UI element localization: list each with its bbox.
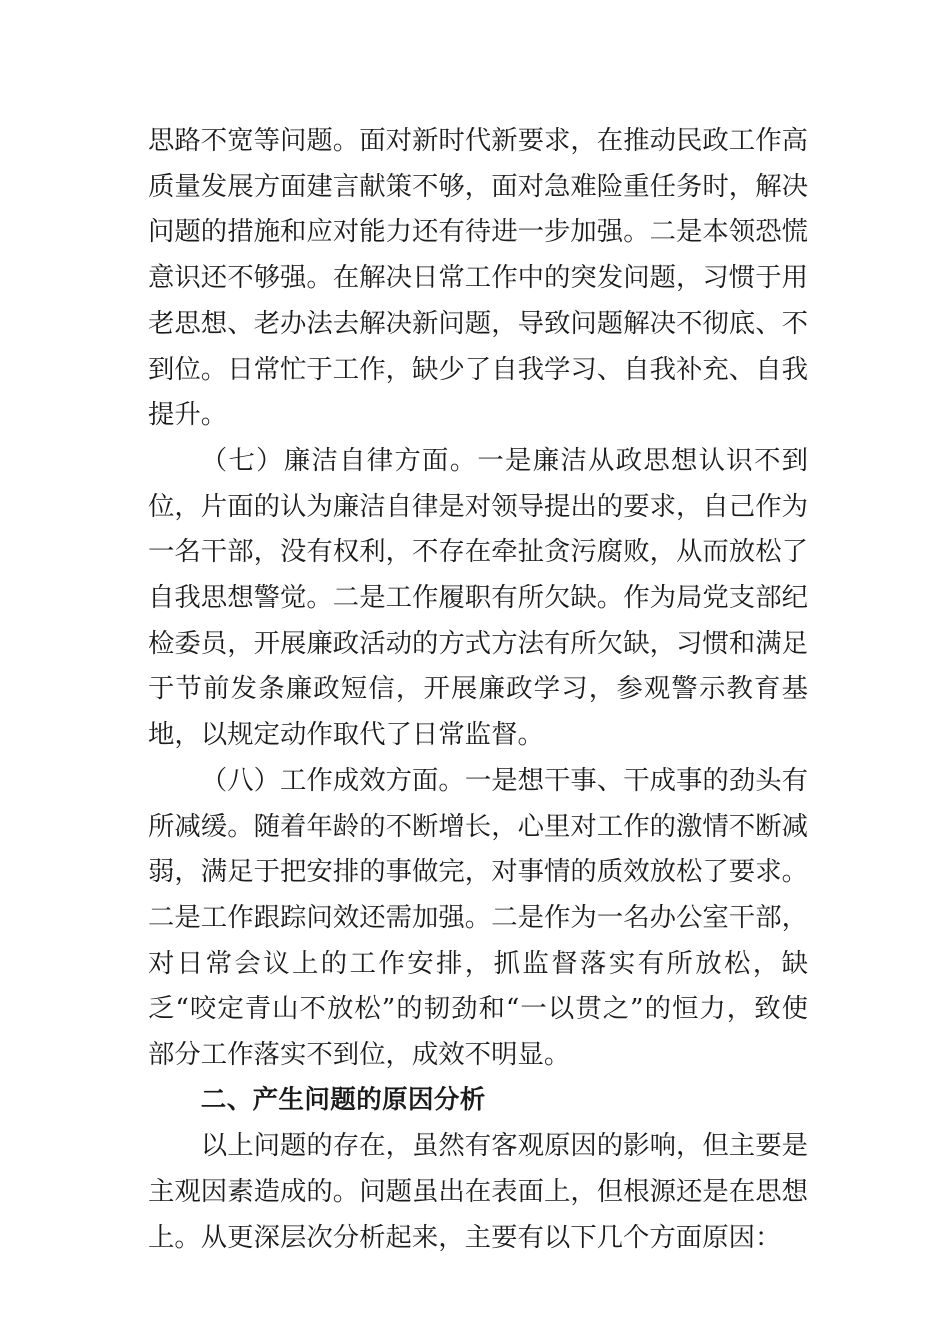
section-lead-integrity: （七）廉洁自律方面。 [200, 444, 478, 476]
paragraph-text: 一是想干事、干成事的劲头有所减缓。随着年龄的不断增长，心里对工作的激情不断减弱，满足于把安排的事做完，对事情的质效放松了要求。二是工作跟踪问效还需加强。二是作为一名办公室干部，对日常会议上的工作安排，抓监督落实有所放松，缺乏“咬定青山不放松”的韧劲和“一以贯之”的恒力，致使部分工作落实不到位，成效不明显。 [148, 764, 809, 1071]
section-heading-cause-analysis: 二、产生问题的原因分析 [200, 1084, 486, 1115]
paragraph-text: 一是廉洁从政思想认识不到位，片面的认为廉洁自律是对领导提出的要求，自己作为一名干部，没有权利，不存在牵扯贪污腐败，从而放松了自我思想警觉。二是工作履职有所欠缺。作为局党支部纪检委员，开展廉政活动的方式方法有所欠缺，习惯和满足于节前发条廉政短信，开展廉政学习，参观警示教育基地，以规定动作取代了日常监督。 [148, 444, 808, 751]
document-body [148, 118, 808, 1261]
paragraph-integrity-self-discipline [148, 438, 808, 758]
paragraph-text: 思路不宽等问题。面对新时代新要求，在推动民政工作高质量发展方面建言献策不够，面对急难险重任务时，解决问题的措施和应对能力还有待进一步加强。二是本领恐慌意识还不够强。在解决日常工作中的突发问题，习惯于用老思想、老办法去解决新问题，导致问题解决不彻底、不到位。日常忙于工作，缺少了自我学习、自我补充、自我提升。 [148, 125, 808, 431]
paragraph-text: 以上问题的存在，虽然有客观原因的影响，但主要是主观因素造成的。问题虽出在表面上，但根源还是在思想上。从更深层次分析起来，主要有以下几个方面原因： [148, 1130, 808, 1253]
paragraph-continuation [148, 118, 808, 438]
section-lead-effectiveness: （八）工作成效方面。 [200, 764, 465, 796]
paragraph-work-effectiveness [148, 758, 808, 1078]
paragraph-cause-intro [148, 1123, 808, 1260]
